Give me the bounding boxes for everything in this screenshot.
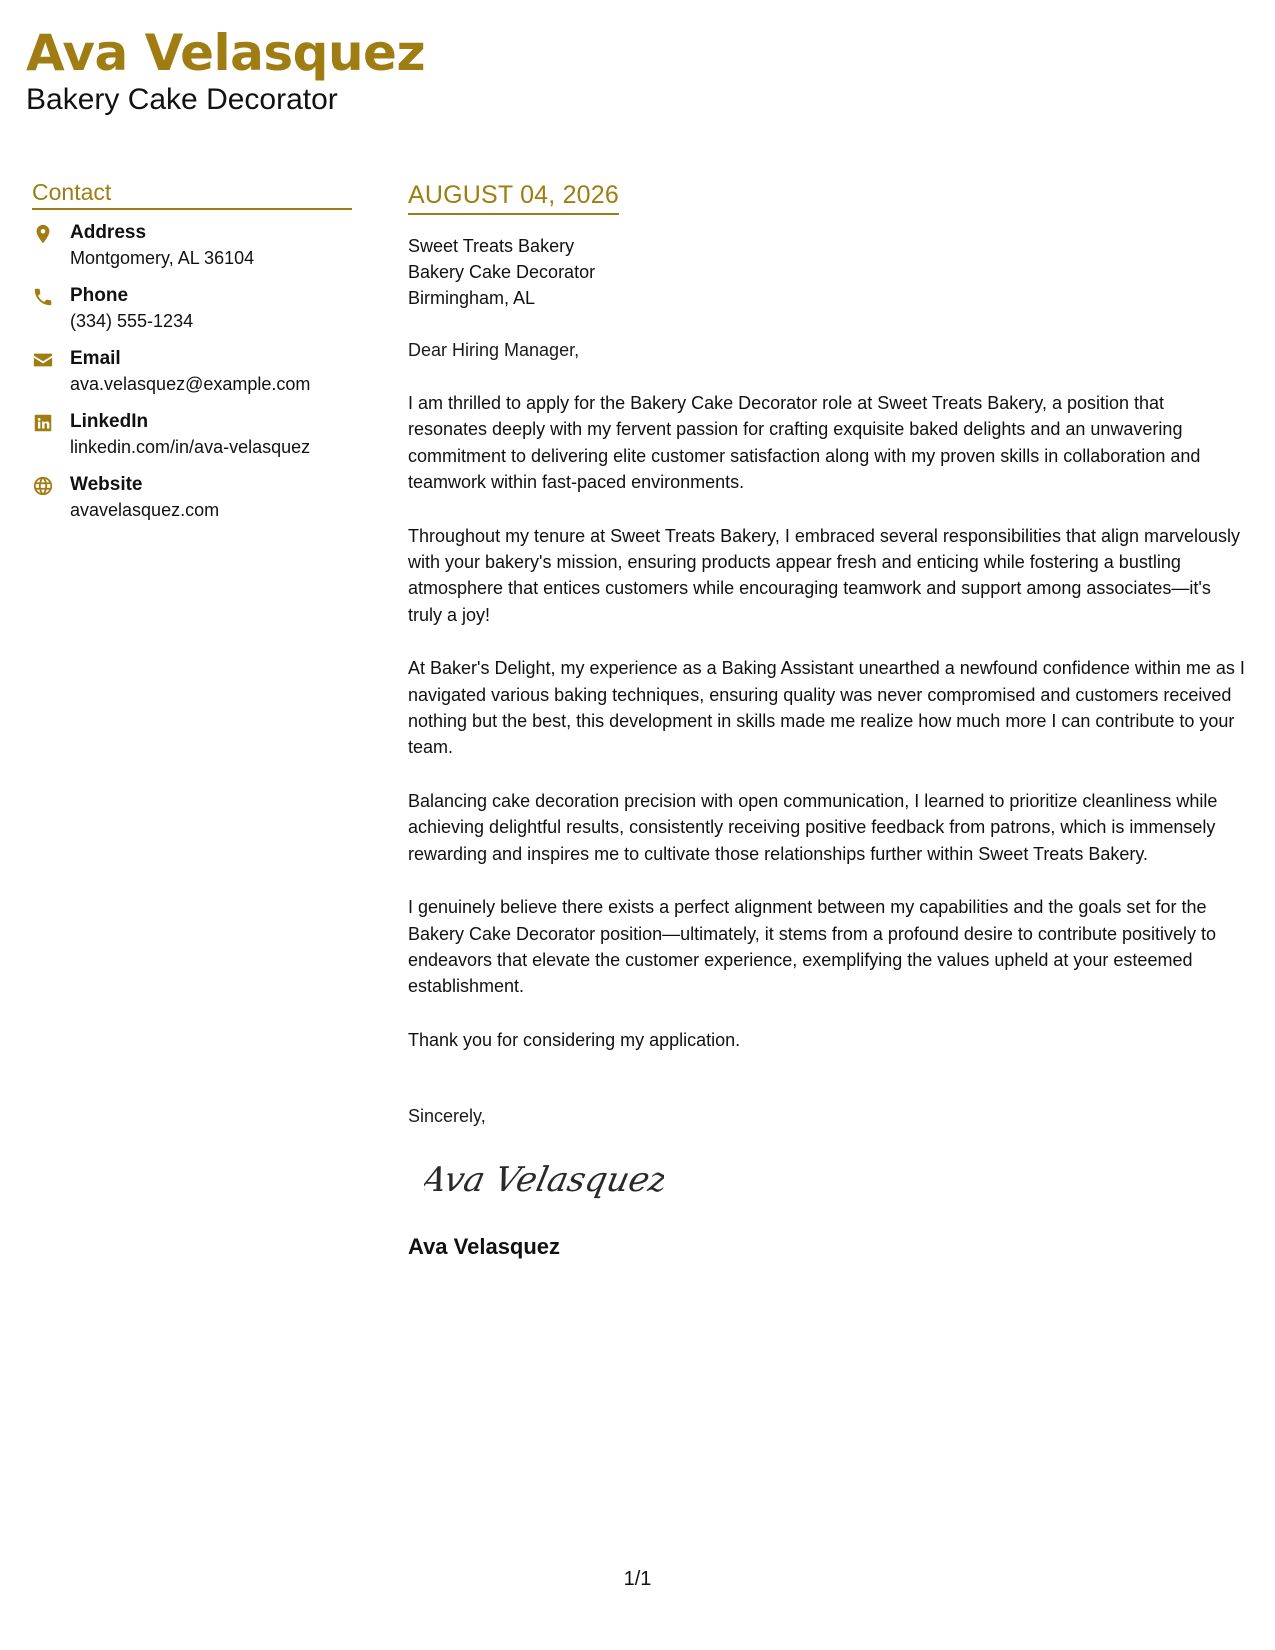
- letter-date: AUGUST 04, 2026: [408, 178, 619, 215]
- applicant-title: Bakery Cake Decorator: [26, 83, 338, 116]
- recipient-block: [408, 233, 1248, 311]
- closing: Sincerely,: [408, 1106, 486, 1127]
- applicant-name: Ava Velasquez: [26, 24, 426, 82]
- globe-icon: [32, 475, 56, 499]
- paragraph: Throughout my tenure at Sweet Treats Bakery, I embraced several responsibilities that align marvelously with your bakery's mission, ensuring products appear fresh and enticing while fostering a bustling atmosphere that entices customers while encouraging teamwork and support among associates—it's truly a joy!: [408, 525, 1241, 625]
- contact-label: Email: [70, 348, 121, 369]
- letter-body: [408, 178, 1248, 1261]
- paragraph: Thank you for considering my application.: [408, 1029, 741, 1050]
- contact-heading: Contact: [32, 178, 352, 210]
- contact-item-phone: [32, 283, 352, 334]
- signer-name: Ava Velasquez: [408, 1234, 561, 1260]
- contact-value[interactable]: linkedin.com/in/ava-velasquez: [70, 437, 311, 457]
- paragraph: I genuinely believe there exists a perfect alignment between my capabilities and the goals set for the Bakery Cake Decorator position—ultimately, it stems from a profound desire to contribute positively to endeavors that elevate the customer experience, exemplifying the values upheld at your esteemed establishment.: [408, 897, 1217, 997]
- recipient-company: Sweet Treats Bakery: [408, 236, 575, 256]
- contact-item-email: [32, 346, 352, 397]
- signature-text: Ava Velasquez: [424, 1160, 664, 1201]
- signature-image: [424, 1151, 664, 1211]
- handwritten-signature: [424, 1151, 664, 1211]
- contact-sidebar: [32, 178, 352, 535]
- contact-list: [32, 220, 352, 523]
- envelope-icon: [32, 349, 56, 373]
- contact-value[interactable]: ava.velasquez@example.com: [70, 374, 311, 394]
- contact-item-website: [32, 472, 352, 523]
- contact-label: LinkedIn: [70, 411, 149, 432]
- paragraph: Balancing cake decoration precision with open communication, I learned to prioritize cleanliness while achieving delightful results, consistently receiving positive feedback from patrons, which is immensely rewarding and inspires me to cultivate those relationships further within Sweet Treats Bakery.: [408, 790, 1218, 864]
- contact-value: (334) 555-1234: [70, 311, 194, 331]
- contact-label: Phone: [70, 285, 129, 306]
- map-pin-icon: [32, 223, 56, 247]
- contact-item-address: [32, 220, 352, 271]
- contact-item-linkedin: [32, 409, 352, 460]
- header: [26, 22, 425, 118]
- contact-label: Website: [70, 474, 143, 495]
- contact-value: Montgomery, AL 36104: [70, 248, 255, 268]
- salutation: Dear Hiring Manager,: [408, 340, 580, 360]
- phone-icon: [32, 286, 56, 310]
- paragraph: At Baker's Delight, my experience as a Baking Assistant unearthed a newfound confidence within me as I navigated various baking techniques, ensuring quality was never compromised and customers received nothing but the best, this development in skills made me realize how much more I can contribute to your team.: [408, 658, 1245, 758]
- paragraph: I am thrilled to apply for the Bakery Cake Decorator role at Sweet Treats Bakery, a position that resonates deeply with my fervent passion for crafting exquisite baked delights and an unwavering commitment to delivering elite customer satisfaction along with my proven skills in collaboration and teamwork within fast-paced environments.: [408, 393, 1201, 493]
- contact-label: Address: [70, 222, 147, 243]
- recipient-position: Bakery Cake Decorator: [408, 262, 596, 282]
- recipient-location: Birmingham, AL: [408, 288, 536, 308]
- linkedin-icon: [32, 412, 56, 436]
- contact-value[interactable]: avavelasquez.com: [70, 500, 220, 520]
- page-number: 1/1: [623, 1568, 652, 1590]
